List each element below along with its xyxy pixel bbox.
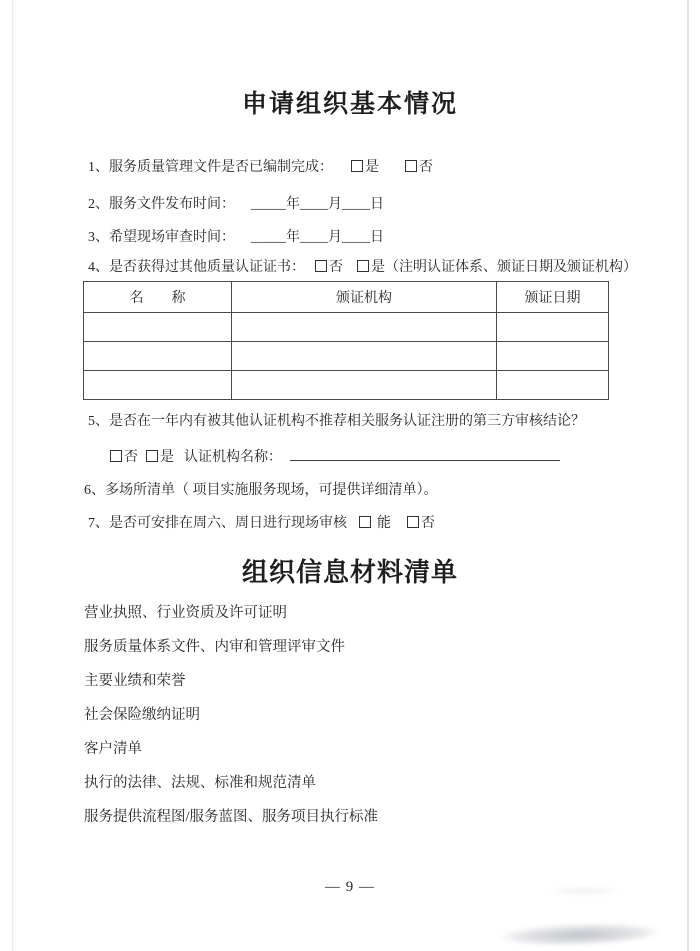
page-number: — 9 — bbox=[325, 879, 375, 895]
question-6 bbox=[84, 482, 438, 499]
checkbox-icon bbox=[407, 516, 419, 528]
scan-smudge-artifact bbox=[545, 886, 625, 896]
question-1 bbox=[88, 159, 433, 176]
question-3 bbox=[88, 229, 384, 246]
question-4 bbox=[88, 259, 637, 276]
table-cell bbox=[497, 313, 609, 342]
materials-list-item: 营业执照、行业资质及许可证明 bbox=[84, 605, 287, 621]
question-1-option-yes bbox=[351, 160, 379, 175]
page-edge-left bbox=[12, 0, 13, 951]
question-2-label: 2、服务文件发布时间： bbox=[88, 197, 235, 212]
table-header-issuer: 颁证机构 bbox=[232, 282, 497, 313]
table-header-row bbox=[84, 282, 609, 313]
table-cell bbox=[84, 342, 232, 371]
option-no-label: 否 bbox=[419, 160, 433, 175]
question-5-label: 5、是否在一年内有被其他认证机构不推荐相关服务认证注册的第三方审核结论？ bbox=[88, 414, 585, 429]
question-7-label: 7、是否可安排在周六、周日进行现场审核 bbox=[88, 516, 347, 531]
checkbox-icon bbox=[351, 160, 363, 172]
table-cell bbox=[232, 313, 497, 342]
date-blank: _____年____月____日 bbox=[251, 197, 384, 212]
table-cell bbox=[232, 342, 497, 371]
option-yes-label: 能 bbox=[377, 516, 391, 531]
option-yes-label: 是 bbox=[365, 160, 379, 175]
table-cell bbox=[84, 371, 232, 400]
question-5-option-no bbox=[110, 450, 138, 465]
agency-name-label: 认证机构名称： bbox=[184, 450, 282, 465]
question-6-label: 6、多场所清单（ 项目实施服务现场，可提供详细清单）。 bbox=[84, 483, 438, 498]
page-title: 申请组织基本情况 bbox=[241, 90, 458, 118]
materials-list-item: 客户清单 bbox=[84, 741, 142, 757]
question-7-option-yes bbox=[359, 516, 391, 531]
table-cell bbox=[497, 371, 609, 400]
question-5-answer-row bbox=[110, 446, 560, 466]
materials-list-item: 服务提供流程图/服务蓝图、服务项目执行标准 bbox=[84, 809, 379, 825]
option-yes-label: 是 bbox=[160, 450, 174, 465]
materials-list-item: 服务质量体系文件、内审和管理评审文件 bbox=[84, 639, 345, 655]
question-7 bbox=[88, 515, 435, 532]
checkbox-icon bbox=[146, 450, 158, 462]
table-header-name: 名 称 bbox=[84, 282, 232, 313]
question-1-option-no bbox=[405, 160, 433, 175]
option-no-label: 否 bbox=[421, 516, 435, 531]
checkbox-icon bbox=[357, 260, 369, 272]
question-4-label: 4、是否获得过其他质量认证证书： bbox=[88, 260, 305, 275]
certificates-table bbox=[83, 281, 609, 400]
option-no-label: 否 bbox=[329, 260, 343, 275]
table-header-date: 颁证日期 bbox=[497, 282, 609, 313]
table-row bbox=[84, 371, 609, 400]
page-edge-right bbox=[687, 0, 689, 951]
materials-section-title: 组织信息材料清单 bbox=[241, 557, 458, 587]
materials-list bbox=[84, 606, 378, 844]
materials-list-item: 执行的法律、法规、标准和规范清单 bbox=[84, 775, 316, 791]
materials-list-item: 主要业绩和荣誉 bbox=[84, 673, 186, 689]
question-3-label: 3、希望现场审查时间： bbox=[88, 230, 235, 245]
question-2 bbox=[88, 196, 384, 213]
table-row bbox=[84, 342, 609, 371]
question-5 bbox=[88, 413, 585, 430]
table-cell bbox=[497, 342, 609, 371]
checkbox-icon bbox=[110, 450, 122, 462]
question-4-option-no bbox=[315, 260, 343, 275]
agency-name-blank-line bbox=[290, 446, 560, 461]
table-cell bbox=[232, 371, 497, 400]
question-4-option-yes bbox=[357, 260, 637, 275]
table-row bbox=[84, 313, 609, 342]
table-cell bbox=[84, 313, 232, 342]
materials-list-item: 社会保险缴纳证明 bbox=[84, 707, 200, 723]
checkbox-icon bbox=[405, 160, 417, 172]
option-yes-label: 是（注明认证体系、颁证日期及颁证机构） bbox=[371, 260, 637, 275]
checkbox-icon bbox=[315, 260, 327, 272]
question-1-label: 1、服务质量管理文件是否已编制完成： bbox=[88, 160, 333, 175]
question-5-option-yes bbox=[146, 450, 174, 465]
option-no-label: 否 bbox=[124, 450, 138, 465]
question-7-option-no bbox=[407, 516, 435, 531]
checkbox-icon bbox=[359, 516, 371, 528]
date-blank: _____年____月____日 bbox=[251, 230, 384, 245]
scan-smudge-artifact bbox=[500, 921, 661, 947]
